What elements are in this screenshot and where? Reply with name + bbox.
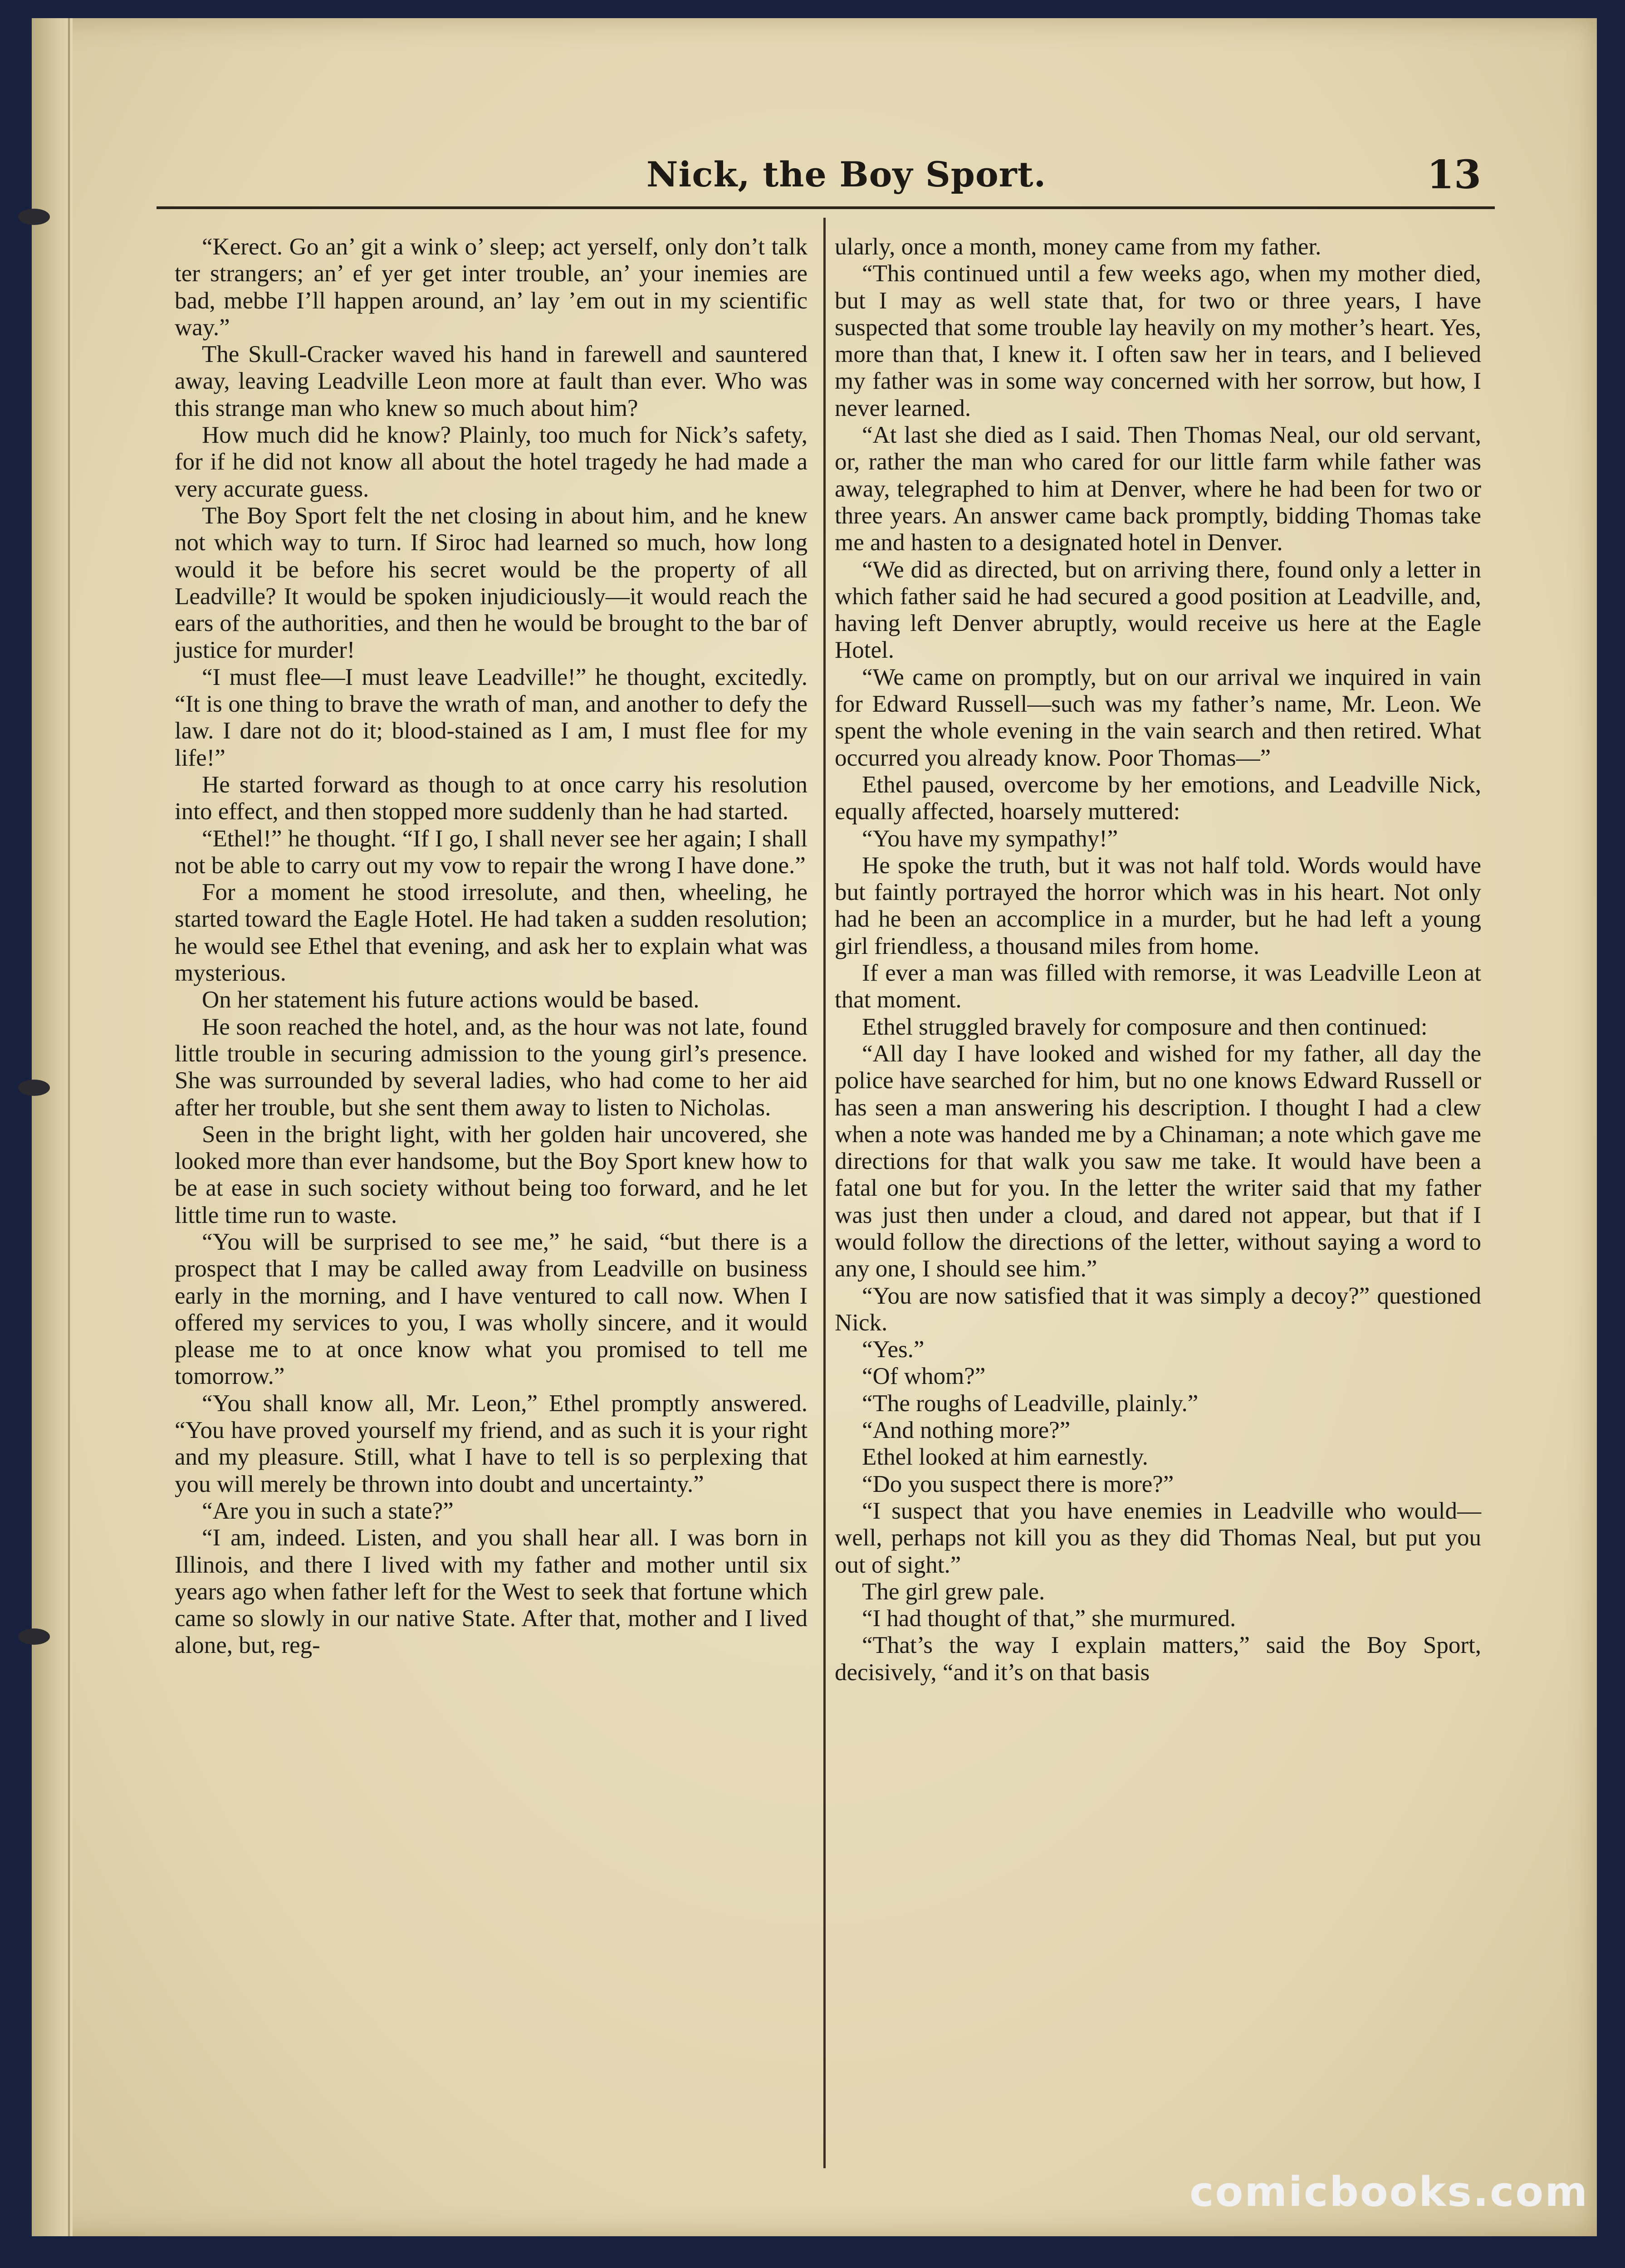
- paragraph: Ethel looked at him earnestly.: [862, 1444, 1148, 1471]
- paragraph: “This continued until a few weeks ago, when my mother died, but I may as well state that, for two or three years, I have suspected that some trouble lay heavily on my mother’s heart. Yes, more than that, I knew it. I often saw her in tears, and I believed my father was in some way concerned with her sorrow, but how, I never learned.: [835, 260, 1481, 421]
- binding-edge: [32, 18, 73, 2236]
- staple-icon: [18, 1628, 50, 1645]
- paragraph: “Ethel!” he thought. “If I go, I shall never see her again; I shall not be able to carry out my vow to repair the wrong I have done.”: [175, 825, 808, 879]
- paragraph: How much did he know? Plainly, too much for Nick’s safety, for if he did not know all about the hotel tragedy he had made a very accurate guess.: [175, 422, 808, 502]
- paragraph: He soon reached the hotel, and, as the hour was not late, found little trouble in securing admission to the young girl’s presence. She was surrounded by several ladies, who had come to her aid after her trouble, but she sent them away to listen to Nicholas.: [175, 1013, 808, 1121]
- paragraph: If ever a man was filled with remorse, it was Leadville Leon at that moment.: [835, 960, 1481, 1013]
- paragraph: “I had thought of that,” she murmured.: [862, 1605, 1236, 1632]
- paragraph: He started forward as though to at once carry his resolution into effect, and then stopped more suddenly than he had started.: [175, 771, 808, 825]
- paragraph: The Boy Sport felt the net closing in about him, and he knew not which way to turn. If Siroc had learned so much, how long would it be before his secret would be the property of all Leadville? It would be spoken injudiciously—it would reach the ears of the authorities, and then he would be brought to the bar of justice for murder!: [175, 502, 808, 664]
- paragraph: “You have my sympathy!”: [862, 825, 1118, 852]
- paragraph: “We did as directed, but on arriving there, found only a letter in which father said he had secured a good position at Leadville, and, having left Denver abruptly, would receive us here at the Eagle Hotel.: [835, 556, 1481, 664]
- paragraph: The Skull-Cracker waved his hand in farewell and sauntered away, leaving Leadville Leon more at fault than ever. Who was this strange man who knew so much about him?: [175, 341, 808, 421]
- paragraph: “At last she died as I said. Then Thomas Neal, our old servant, or, rather the man who cared for our little farm while father was away, telegraphed to him at Denver, where he had been for two or three years. An answer came back promptly, bidding Thomas take me and hasten to a designated hotel in Denver.: [835, 422, 1481, 556]
- page-number: 13: [1427, 152, 1481, 198]
- paragraph: “Yes.”: [862, 1336, 925, 1363]
- paragraph: “I suspect that you have enemies in Leadville who would—well, perhaps not kill you as they did Thomas Neal, but put you out of sight.”: [835, 1497, 1481, 1578]
- paragraph: “That’s the way I explain matters,” said the Boy Sport, decisively, “and it’s on that basis: [835, 1632, 1481, 1686]
- paragraph: On her statement his future actions would be based.: [202, 987, 700, 1013]
- running-header: [626, 154, 1488, 204]
- staple-icon: [18, 209, 50, 225]
- paragraph: “I am, indeed. Listen, and you shall hear all. I was born in Illinois, and there I lived with my father and mother until six years ago when father left for the West to seek that fortune which came so slowly in our native State. After that, mother and I lived alone, but, reg-: [175, 1525, 808, 1659]
- paragraph: “And nothing more?”: [862, 1417, 1071, 1444]
- paragraph: “The roughs of Leadville, plainly.”: [862, 1390, 1199, 1417]
- paragraph: “We came on promptly, but on our arrival we inquired in vain for Edward Russell—such was my father’s name, Mr. Leon. We spent the whole evening in the vain search and then retired. What occurred you already know. Poor Thomas—”: [835, 664, 1481, 771]
- paragraph: “I must flee—I must leave Leadville!” he thought, excitedly. “It is one thing to brave the wrath of man, and another to defy the law. I dare not do it; blood-stained as I am, I must flee for my life!”: [175, 664, 808, 771]
- paragraph: “All day I have looked and wished for my father, all day the police have searched for him, but no one knows Edward Russell or has seen a man answering his description. I thought I had a clew when a note was handed me by a Chinaman; a note which gave me directions for that walk you saw me take. It would have been a fatal one but for you. In the letter the writer said that my father was just then under a cloud, and dared not appear, but that if I would follow the directions of the letter, without saying a word to any one, I should see him.”: [835, 1040, 1481, 1282]
- paragraph: “Of whom?”: [862, 1363, 986, 1390]
- running-title: Nick, the Boy Sport.: [646, 154, 1047, 195]
- paragraph: The girl grew pale.: [862, 1578, 1045, 1605]
- paragraph: “You shall know all, Mr. Leon,” Ethel promptly answered. “You have proved yourself my friend, and as such it is your right and my pleasure. Still, what I have to tell is so perplexing that you will merely be thrown into doubt and uncertainty.”: [175, 1390, 808, 1497]
- header-rule: [157, 206, 1495, 209]
- paragraph: “Are you in such a state?”: [202, 1497, 454, 1524]
- paragraph: ularly, once a month, money came from my father.: [835, 234, 1322, 260]
- left-column: [175, 234, 808, 1659]
- staple-icon: [18, 1080, 50, 1096]
- paragraph: Ethel struggled bravely for composure and then continued:: [862, 1013, 1428, 1040]
- watermark: comicbooks.com: [1189, 2168, 1589, 2216]
- right-column: [835, 234, 1481, 1686]
- paragraph: Seen in the bright light, with her golden hair uncovered, she looked more than ever handsome, but the Boy Sport knew how to be at ease in such society without being too forward, and he let little time run to waste.: [175, 1121, 808, 1228]
- paragraph: Ethel paused, overcome by her emotions, and Leadville Nick, equally affected, hoarsely muttered:: [835, 771, 1481, 825]
- paragraph: He spoke the truth, but it was not half told. Words would have but faintly portrayed the horror which was in his heart. Not only had he been an accomplice in a murder, but he had left a young girl friendless, a thousand miles from home.: [835, 852, 1481, 959]
- paragraph: “You are now satisfied that it was simply a decoy?” questioned Nick.: [835, 1282, 1481, 1336]
- paragraph: “You will be surprised to see me,” he said, “but there is a prospect that I may be called away from Leadville on business early in the morning, and I have ventured to call now. When I offered my services to you, I was wholly sincere, and it would please me to at once know what you promised to tell me tomorrow.”: [175, 1228, 808, 1390]
- paragraph: “Kerect. Go an’ git a wink o’ sleep; act yerself, only don’t talk ter strangers; an’ ef yer get inter trouble, an’ your inemies are bad, mebbe I’ll happen around, an’ lay ’em out in my scientific way.”: [175, 234, 808, 341]
- column-divider: [823, 218, 826, 2168]
- paragraph: For a moment he stood irresolute, and then, wheeling, he started toward the Eagle Hotel. He had taken a sudden resolution; he would see Ethel that evening, and ask her to explain what was mysterious.: [175, 879, 808, 987]
- paragraph: “Do you suspect there is more?”: [862, 1471, 1174, 1497]
- gutter-line: [68, 18, 70, 2236]
